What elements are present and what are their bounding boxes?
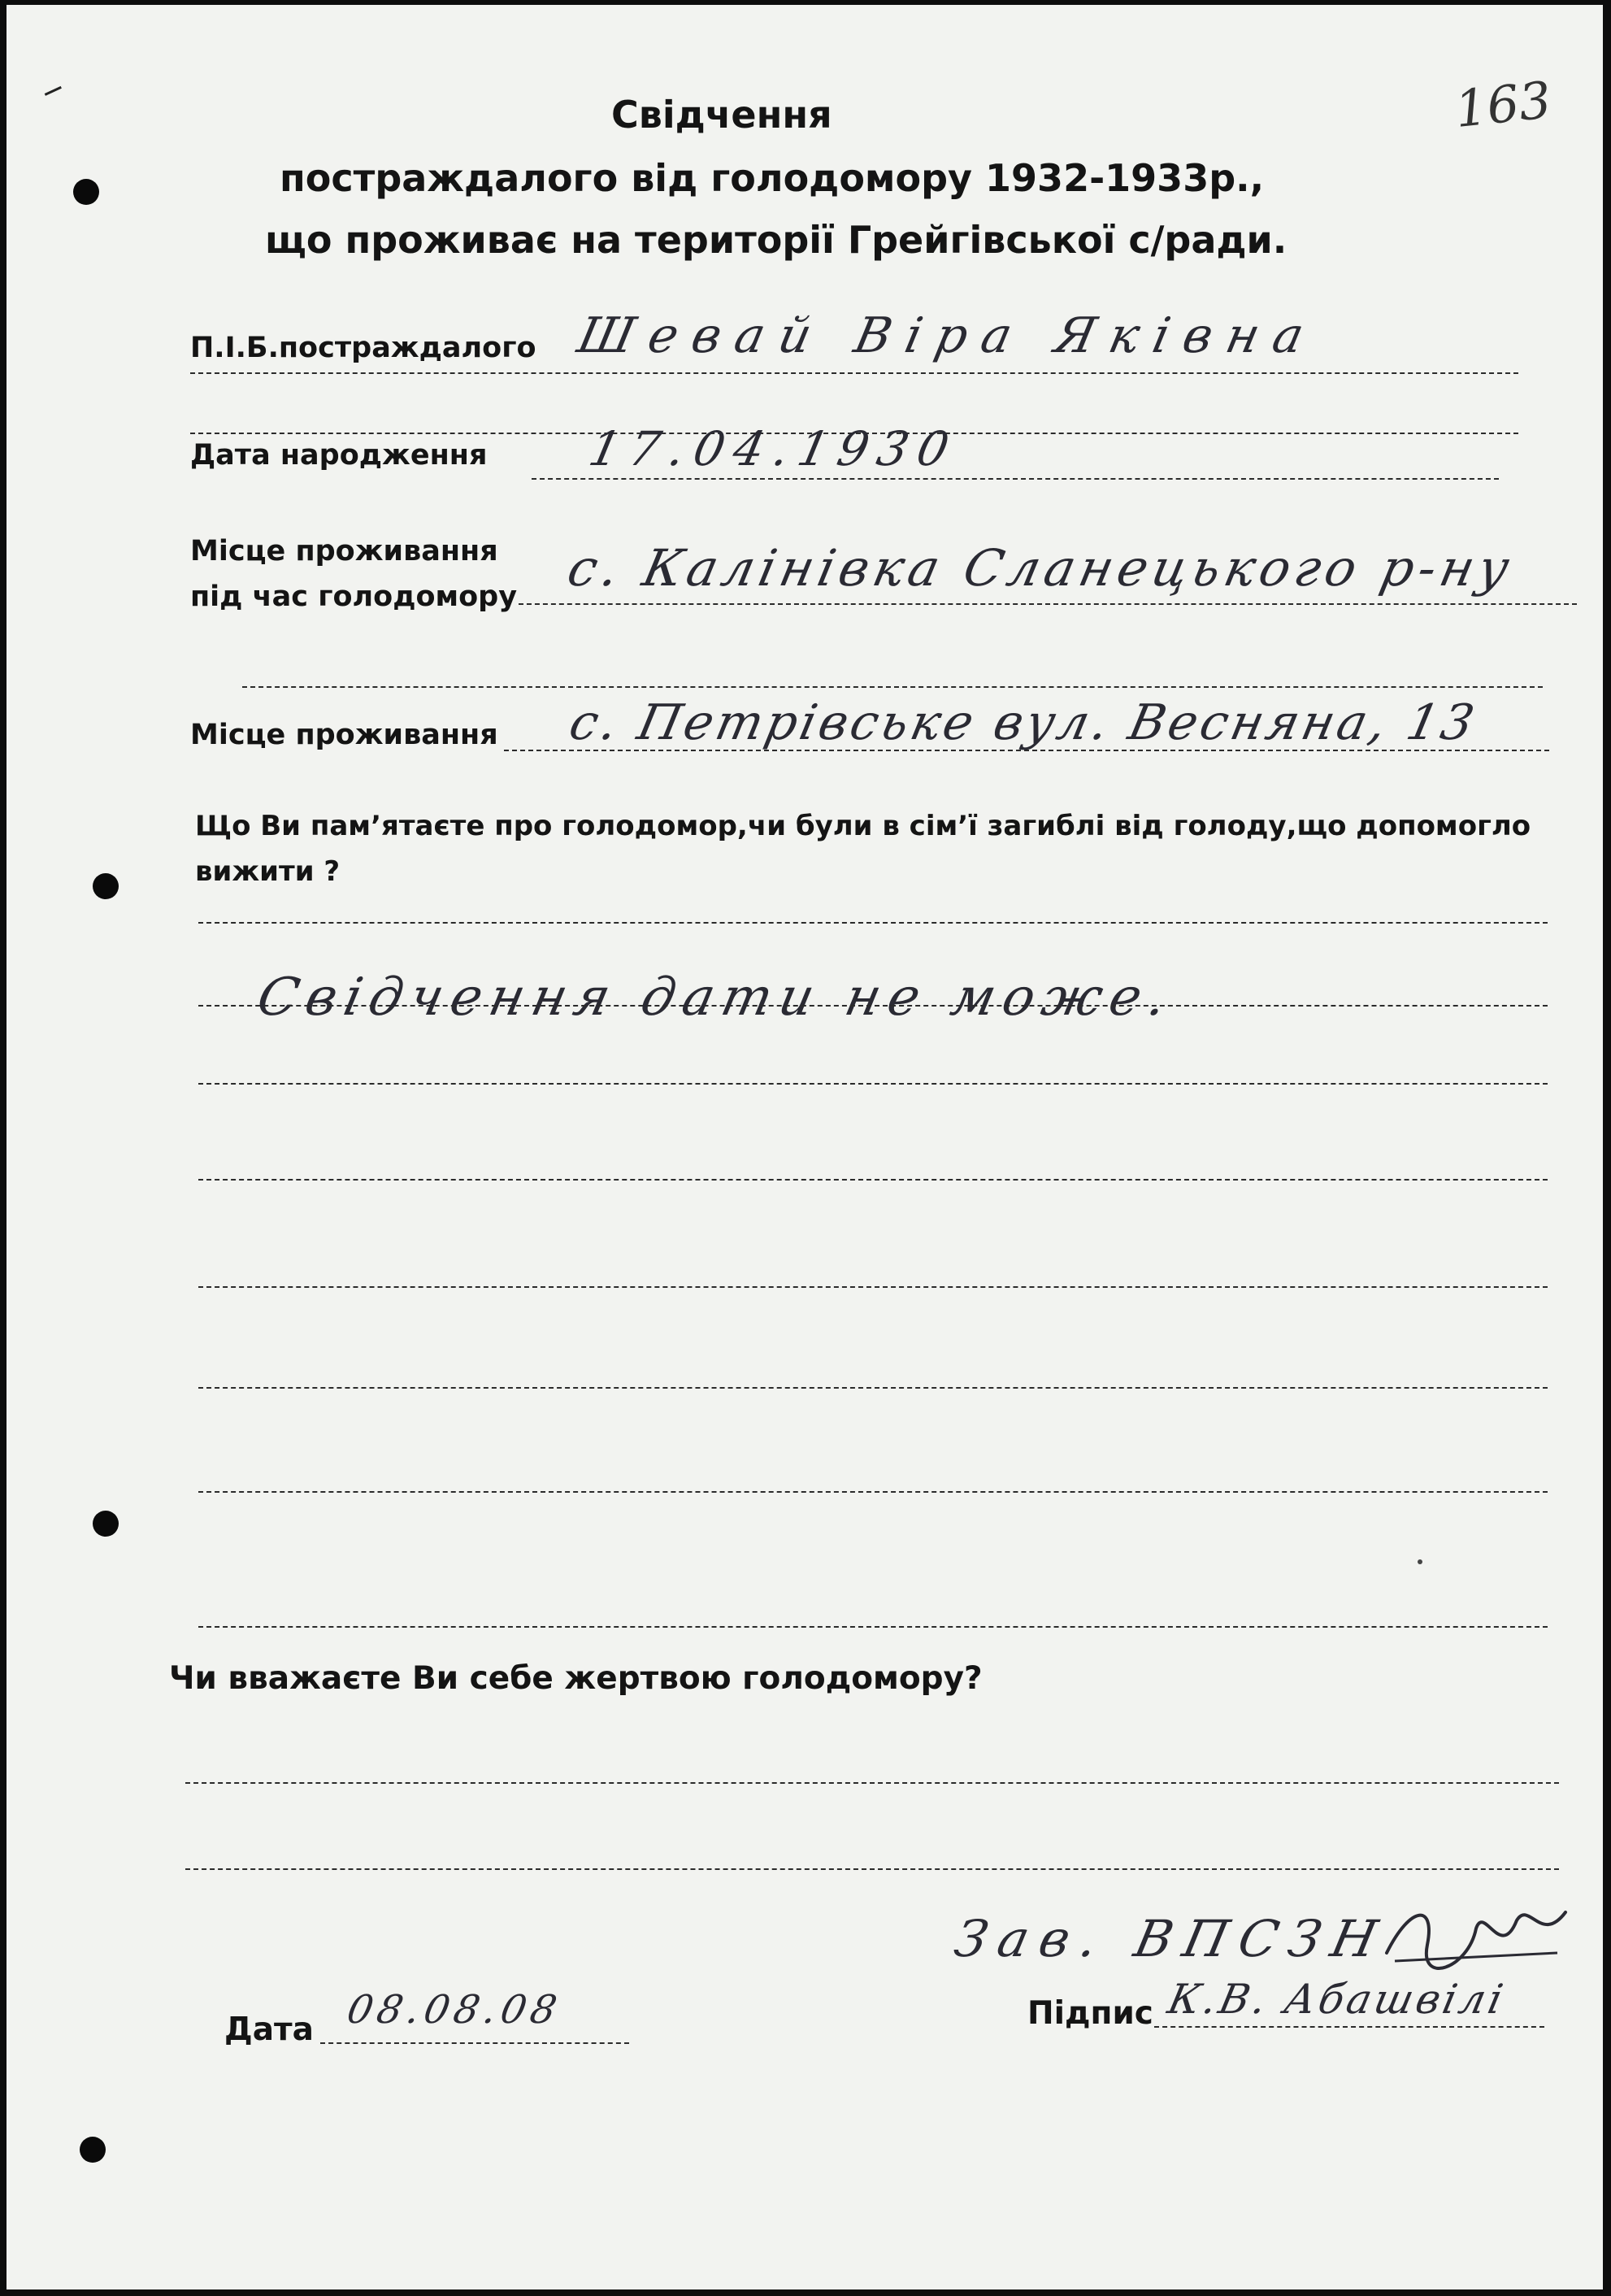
- residence-label: Місце проживання: [190, 719, 498, 751]
- question2-text: Чи вважаєте Ви себе жертвою голодомору?: [169, 1660, 983, 1697]
- doc-title: Свідчення: [611, 93, 832, 137]
- birth-date-line: [532, 478, 1499, 480]
- residence-value: с. Петрівське вул. Весняна, 13: [564, 694, 1483, 751]
- question2-line-2: [185, 1868, 1559, 1870]
- answer-line-4: [198, 1179, 1548, 1181]
- binder-hole-lower: [93, 1511, 119, 1537]
- binder-hole-mid: [93, 873, 119, 899]
- birth-date-label: Дата народження: [190, 439, 488, 472]
- binder-hole-top: [73, 179, 99, 205]
- question1-answer: Свідчення дати не може.: [252, 968, 1180, 1028]
- binder-hole-bottom: [80, 2137, 106, 2163]
- residence-famine-label-2: під час голодомору: [190, 581, 518, 613]
- answer-line-2: [198, 1005, 1548, 1007]
- residence-famine-line: [519, 603, 1577, 605]
- date-value: 08.08.08: [343, 1987, 566, 2033]
- signature-name: К.В. Абашвілі: [1163, 1976, 1510, 2023]
- question1-text: Що Ви пам’ятаєте про голодомор,чи були в сім’ї загиблі від голоду,що допомогло: [195, 810, 1531, 842]
- name-value: Шевай Віра Яківна: [572, 307, 1324, 364]
- document-page: [7, 5, 1603, 2289]
- signature-line: [1154, 2026, 1544, 2028]
- date-label: Дата: [224, 2011, 314, 2048]
- corner-mark: [45, 86, 65, 102]
- signature-label: Підпис: [1027, 1995, 1153, 2032]
- residence-famine-label: Місце проживання: [190, 535, 498, 567]
- doc-subtitle: постраждалого від голодомору 1932-1933р.,: [280, 156, 1265, 200]
- answer-line-1: [198, 922, 1548, 924]
- answer-line-8: [198, 1626, 1548, 1628]
- answer-line-3: [198, 1083, 1548, 1085]
- dot-mark: [1418, 1559, 1422, 1564]
- signature-title: Зав. ВПСЗН: [949, 1909, 1394, 1968]
- signature-scribble: [1379, 1896, 1574, 1974]
- question1-text-2: вижити ?: [195, 855, 341, 888]
- doc-subtitle-2: що проживає на території Грейгівської с/ради.: [265, 218, 1287, 262]
- answer-line-5: [198, 1286, 1548, 1288]
- birth-date-value: 17.04.1930: [584, 421, 964, 476]
- name-line: [190, 372, 1518, 374]
- residence-famine-extra-line: [242, 686, 1543, 688]
- answer-line-6: [198, 1387, 1548, 1389]
- name-label: П.І.Б.постраждалого: [190, 332, 536, 364]
- page-number: 163: [1452, 70, 1554, 139]
- date-line: [320, 2042, 629, 2044]
- answer-line-7: [198, 1491, 1548, 1493]
- question2-line-1: [185, 1782, 1559, 1784]
- residence-famine-value: с. Калінівка Сланецького р-ну: [562, 538, 1520, 598]
